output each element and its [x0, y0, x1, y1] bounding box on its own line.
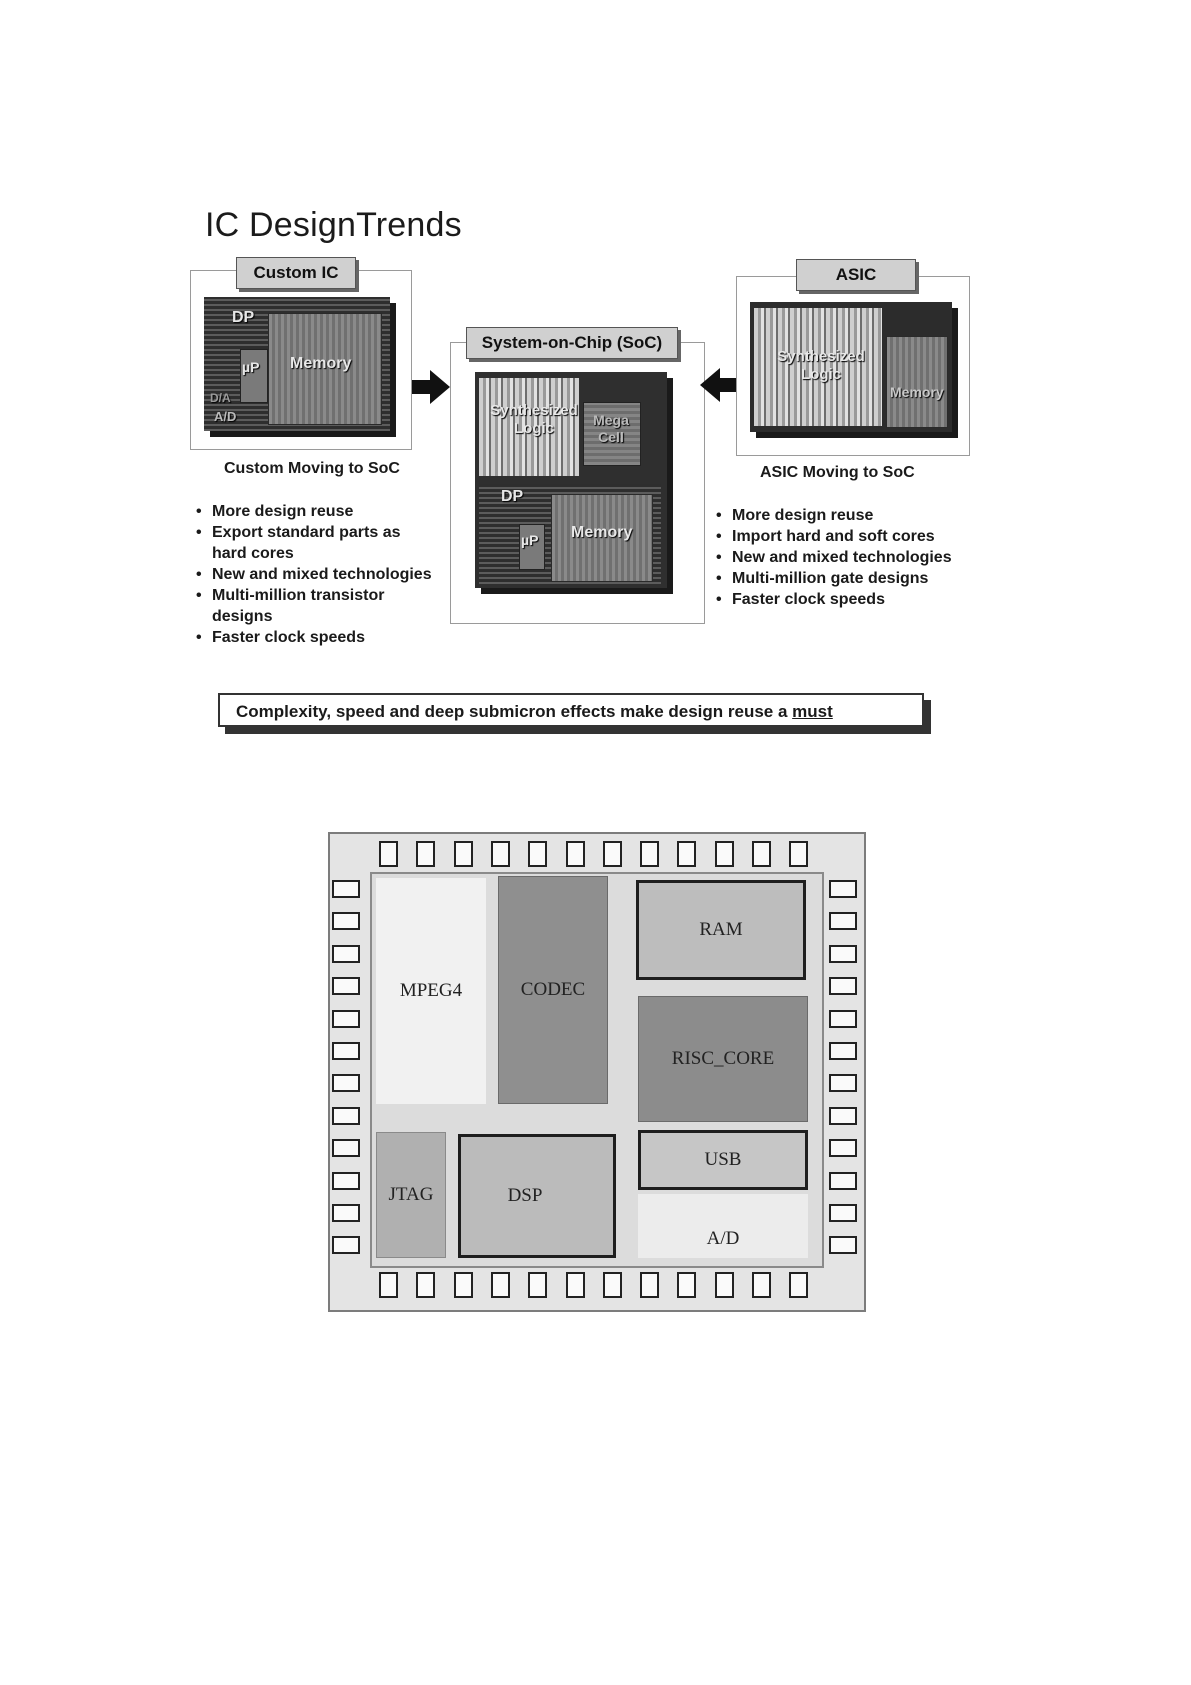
io-pad: [332, 1107, 360, 1125]
io-pad: [829, 880, 857, 898]
io-pad: [528, 841, 547, 867]
design-reuse-banner: [218, 693, 924, 727]
custom-ic-bullet: • Multi-million transistor designs: [196, 585, 436, 627]
custom-ic-label-up: µP: [242, 359, 260, 375]
io-pad: [416, 1272, 435, 1298]
io-pad: [332, 1236, 360, 1254]
io-pad: [332, 1074, 360, 1092]
asic-tag: ASIC: [796, 259, 916, 291]
custom-ic-bullet: • Export standard parts as hard cores: [196, 522, 436, 564]
io-pad: [566, 1272, 585, 1298]
io-pad: [454, 841, 473, 867]
block-jtag: JTAG: [376, 1132, 446, 1258]
block-ad: A/D: [638, 1194, 808, 1258]
io-pad: [379, 1272, 398, 1298]
io-pad: [640, 841, 659, 867]
io-pad: [829, 945, 857, 963]
asic-bullets: [716, 505, 976, 610]
io-pad: [332, 945, 360, 963]
asic-bullet: • New and mixed technologies: [716, 547, 976, 568]
io-pad: [566, 841, 585, 867]
io-pad: [332, 1042, 360, 1060]
io-pad: [332, 1139, 360, 1157]
io-pad: [332, 1204, 360, 1222]
soc-tag: System-on-Chip (SoC): [466, 327, 678, 359]
io-pad: [677, 841, 696, 867]
io-pad: [829, 1172, 857, 1190]
io-pad: [677, 1272, 696, 1298]
soc-die: [475, 372, 667, 588]
io-pad: [829, 1042, 857, 1060]
io-pad: [829, 912, 857, 930]
block-usb: USB: [638, 1130, 808, 1190]
io-pad: [715, 1272, 734, 1298]
custom-ic-bullet: • New and mixed technologies: [196, 564, 436, 585]
io-pad: [332, 912, 360, 930]
asic-bullet: • Faster clock speeds: [716, 589, 976, 610]
arrow-left-icon: [700, 368, 738, 402]
asic-bullet: • More design reuse: [716, 505, 976, 526]
io-pad: [829, 1139, 857, 1157]
custom-ic-label-memory: Memory: [290, 355, 352, 372]
custom-ic-tag: Custom IC: [236, 257, 356, 289]
block-ram: RAM: [636, 880, 806, 980]
custom-ic-die: [204, 297, 390, 431]
io-pad: [416, 841, 435, 867]
block-risc-core: RISC_CORE: [638, 996, 808, 1122]
io-pad: [332, 880, 360, 898]
io-pad: [829, 1107, 857, 1125]
block-dsp: DSP: [458, 1134, 616, 1258]
soc-label-dp: DP: [501, 488, 524, 505]
banner-text: Complexity, speed and deep submicron effects make design reuse a: [236, 702, 793, 721]
asic-caption: ASIC Moving to SoC: [760, 464, 915, 481]
soc-label-mega-cell: Mega Cell: [593, 412, 629, 445]
io-pad: [829, 1074, 857, 1092]
io-pad: [491, 841, 510, 867]
banner-emphasis: must: [792, 702, 833, 721]
asic-bullet: • Multi-million gate designs: [716, 568, 976, 589]
io-pad: [789, 1272, 808, 1298]
block-mpeg4: MPEG4: [376, 878, 486, 1104]
page-title: IC DesignTrends: [205, 206, 462, 244]
io-pad: [789, 841, 808, 867]
io-pad: [332, 977, 360, 995]
asic-memory-block: [886, 336, 948, 428]
io-pad: [379, 841, 398, 867]
custom-ic-bullet: • More design reuse: [196, 501, 436, 522]
io-pad: [528, 1272, 547, 1298]
custom-ic-caption: Custom Moving to SoC: [224, 460, 400, 477]
soc-label-synth-logic: Synthesized Logic: [490, 402, 578, 437]
io-pad: [603, 841, 622, 867]
arrow-right-icon: [412, 370, 450, 404]
io-pad: [491, 1272, 510, 1298]
io-pad: [640, 1272, 659, 1298]
io-pad: [752, 1272, 771, 1298]
io-pad: [752, 841, 771, 867]
soc-label-memory: Memory: [571, 524, 633, 541]
io-pad: [829, 1204, 857, 1222]
custom-ic-bullet: • Faster clock speeds: [196, 627, 436, 648]
io-pad: [332, 1172, 360, 1190]
io-pad: [603, 1272, 622, 1298]
asic-bullet: • Import hard and soft cores: [716, 526, 976, 547]
io-pad: [332, 1010, 360, 1028]
custom-ic-label-ad: A/D: [214, 409, 237, 424]
soc-label-up: µP: [521, 532, 539, 548]
asic-label-synth-logic: Synthesized Logic: [777, 348, 865, 383]
custom-ic-label-dp: DP: [232, 309, 255, 326]
block-codec: CODEC: [498, 876, 608, 1104]
asic-die: [750, 302, 952, 432]
io-pad: [829, 1236, 857, 1254]
custom-ic-bullets: [196, 501, 436, 648]
custom-ic-up-block: [240, 349, 268, 403]
asic-label-memory: Memory: [890, 384, 944, 400]
io-pad: [829, 1010, 857, 1028]
io-pad: [829, 977, 857, 995]
io-pad: [454, 1272, 473, 1298]
custom-ic-label-da: D/A: [210, 391, 231, 405]
io-pad: [715, 841, 734, 867]
